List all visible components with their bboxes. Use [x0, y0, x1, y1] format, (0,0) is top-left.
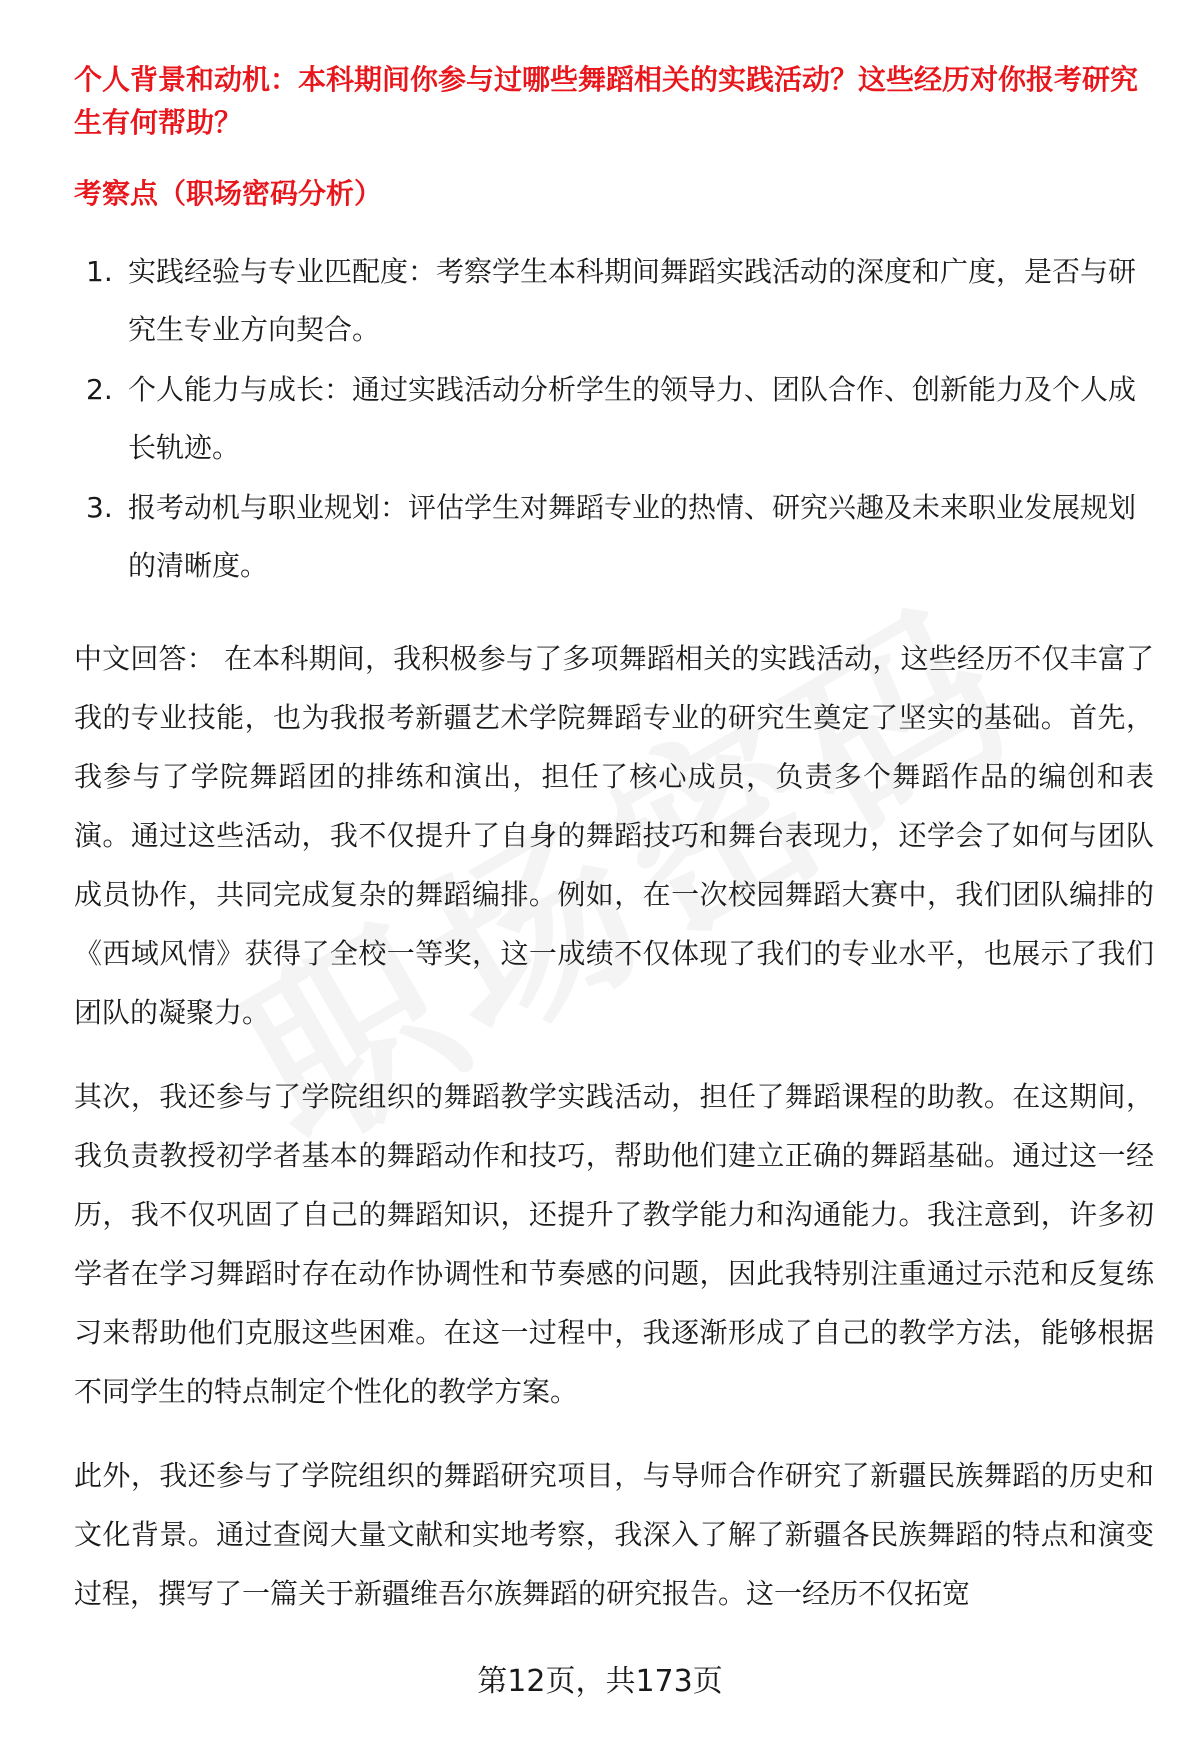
assessment-points-list: [74, 243, 1154, 595]
answer-paragraph: 此外，我还参与了学院组织的舞蹈研究项目，与导师合作研究了新疆民族舞蹈的历史和文化背景。通过查阅大量文献和实地考察，我深入了解了新疆各民族舞蹈的特点和演变过程，撰写了一篇关于新疆维吾尔族舞蹈的研究报告。这一经历不仅拓宽: [74, 1459, 1154, 1610]
list-item-text: 实践经验与专业匹配度：考察学生本科期间舞蹈实践活动的深度和广度，是否与研究生专业方向契合。: [128, 255, 1137, 346]
list-item-number: 2.: [86, 373, 113, 406]
answer-paragraph: 中文回答： 在本科期间，我积极参与了多项舞蹈相关的实践活动，这些经历不仅丰富了我的专业技能，也为我报考新疆艺术学院舞蹈专业的研究生奠定了坚实的基础。首先，我参与了学院舞蹈团的排练和演出，担任了核心成员，负责多个舞蹈作品的编创和表演。通过这些活动，我不仅提升了自身的舞蹈技巧和舞台表现力，还学会了如何与团队成员协作，共同完成复杂的舞蹈编排。例如，在一次校园舞蹈大赛中，我们团队编排的《西域风情》获得了全校一等奖，这一成绩不仅体现了我们的专业水平，也展示了我们团队的凝聚力。: [74, 642, 1154, 1029]
section-title: 考察点（职场密码分析）: [74, 177, 383, 210]
list-item-text: 报考动机与职业规划：评估学生对舞蹈专业的热情、研究兴趣及未来职业发展规划的清晰度。: [128, 491, 1137, 582]
list-item-text: 个人能力与成长：通过实践活动分析学生的领导力、团队合作、创新能力及个人成长轨迹。: [128, 373, 1137, 464]
content-area: [74, 58, 1154, 1623]
list-item: [74, 479, 1154, 595]
question-heading: 个人背景和动机：本科期间你参与过哪些舞蹈相关的实践活动？这些经历对你报考研究生有何帮助？: [74, 63, 1139, 139]
answer-paragraph: 其次，我还参与了学院组织的舞蹈教学实践活动，担任了舞蹈课程的助教。在这期间，我负责教授初学者基本的舞蹈动作和技巧，帮助他们建立正确的舞蹈基础。通过这一经历，我不仅巩固了自己的舞蹈知识，还提升了教学能力和沟通能力。我注意到，许多初学者在学习舞蹈时存在动作协调性和节奏感的问题，因此我特别注重通过示范和反复练习来帮助他们克服这些困难。在这一过程中，我逐渐形成了自己的教学方法，能够根据不同学生的特点制定个性化的教学方案。: [74, 1080, 1154, 1408]
page-number-footer: 第12页，共173页: [477, 1664, 723, 1699]
list-item: [74, 243, 1154, 359]
list-item-number: 1.: [86, 255, 113, 288]
list-item: [74, 361, 1154, 477]
list-item-number: 3.: [86, 491, 113, 524]
